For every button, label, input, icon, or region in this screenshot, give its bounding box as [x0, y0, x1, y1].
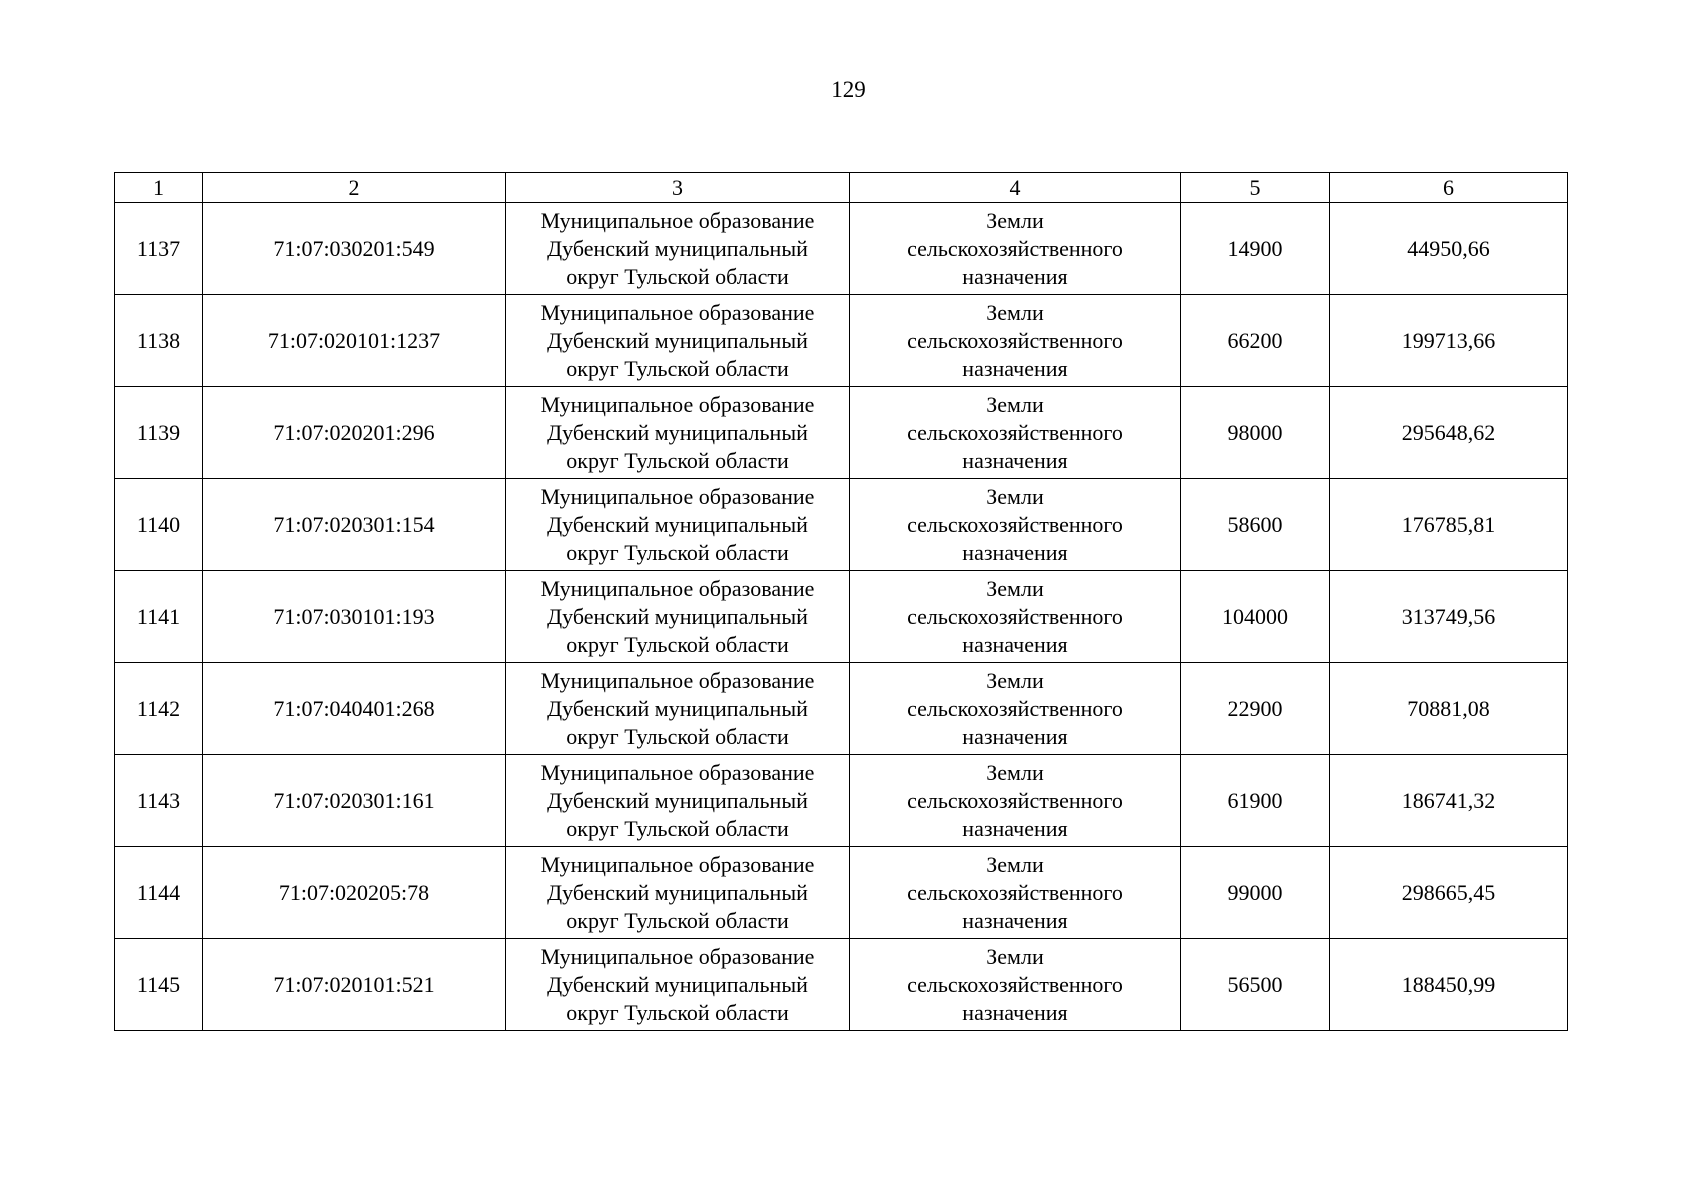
table-row — [115, 387, 1568, 479]
owner-line: Дубенский муниципальный — [547, 419, 808, 445]
owner-line: округ Тульской области — [566, 723, 789, 749]
table-row — [115, 939, 1568, 1031]
land-category-line: сельскохозяйственного — [907, 603, 1123, 629]
owner-line: округ Тульской области — [566, 447, 789, 473]
cadastral-number-cell: 71:07:030201:549 — [203, 203, 506, 295]
row-number-cell: 1137 — [115, 203, 203, 295]
row-number-cell: 1140 — [115, 479, 203, 571]
cadastral-value-cell: 44950,66 — [1330, 203, 1568, 295]
land-category-cell — [850, 755, 1181, 847]
table-row — [115, 663, 1568, 755]
owner-line: Дубенский муниципальный — [547, 787, 808, 813]
owner-line: Муниципальное образование — [540, 667, 815, 693]
column-header: 6 — [1330, 173, 1568, 203]
cadastral-number-cell: 71:07:030101:193 — [203, 571, 506, 663]
land-category-line: назначения — [962, 999, 1068, 1025]
owner-line: Дубенский муниципальный — [547, 879, 808, 905]
owner-cell — [506, 755, 850, 847]
land-category-line: назначения — [962, 539, 1068, 565]
land-category-line: Земли — [986, 667, 1044, 693]
owner-line: округ Тульской области — [566, 631, 789, 657]
land-category-line: Земли — [986, 299, 1044, 325]
owner-line: Муниципальное образование — [540, 851, 815, 877]
cadastral-value-cell: 298665,45 — [1330, 847, 1568, 939]
owner-cell — [506, 571, 850, 663]
land-category-cell — [850, 203, 1181, 295]
area-cell: 98000 — [1181, 387, 1330, 479]
area-cell: 104000 — [1181, 571, 1330, 663]
row-number-cell: 1144 — [115, 847, 203, 939]
owner-line: округ Тульской области — [566, 815, 789, 841]
cadastral-value-cell: 70881,08 — [1330, 663, 1568, 755]
table-row — [115, 479, 1568, 571]
table-row — [115, 203, 1568, 295]
land-category-line: сельскохозяйственного — [907, 971, 1123, 997]
column-header: 3 — [506, 173, 850, 203]
owner-line: округ Тульской области — [566, 263, 789, 289]
owner-line: Муниципальное образование — [540, 759, 815, 785]
owner-cell — [506, 295, 850, 387]
column-header: 1 — [115, 173, 203, 203]
owner-line: округ Тульской области — [566, 907, 789, 933]
owner-cell — [506, 663, 850, 755]
owner-line: Дубенский муниципальный — [547, 603, 808, 629]
land-category-line: сельскохозяйственного — [907, 879, 1123, 905]
owner-line: Муниципальное образование — [540, 943, 815, 969]
land-category-line: сельскохозяйственного — [907, 235, 1123, 261]
land-category-cell — [850, 479, 1181, 571]
owner-cell — [506, 479, 850, 571]
land-category-line: Земли — [986, 575, 1044, 601]
land-category-cell — [850, 571, 1181, 663]
land-category-cell — [850, 663, 1181, 755]
land-category-line: Земли — [986, 483, 1044, 509]
area-cell: 22900 — [1181, 663, 1330, 755]
area-cell: 58600 — [1181, 479, 1330, 571]
land-category-cell — [850, 847, 1181, 939]
land-category-line: Земли — [986, 391, 1044, 417]
row-number-cell: 1145 — [115, 939, 203, 1031]
land-category-line: Земли — [986, 851, 1044, 877]
column-header: 2 — [203, 173, 506, 203]
owner-line: округ Тульской области — [566, 539, 789, 565]
owner-cell — [506, 847, 850, 939]
owner-line: Муниципальное образование — [540, 207, 815, 233]
land-category-line: Земли — [986, 759, 1044, 785]
land-category-line: сельскохозяйственного — [907, 695, 1123, 721]
owner-line: Дубенский муниципальный — [547, 235, 808, 261]
land-category-line: сельскохозяйственного — [907, 419, 1123, 445]
land-category-line: сельскохозяйственного — [907, 511, 1123, 537]
owner-line: Дубенский муниципальный — [547, 511, 808, 537]
row-number-cell: 1138 — [115, 295, 203, 387]
land-category-line: назначения — [962, 263, 1068, 289]
cadastral-value-cell: 313749,56 — [1330, 571, 1568, 663]
owner-line: Муниципальное образование — [540, 391, 815, 417]
owner-cell — [506, 387, 850, 479]
cadastral-number-cell: 71:07:040401:268 — [203, 663, 506, 755]
area-cell: 66200 — [1181, 295, 1330, 387]
cadastral-number-cell: 71:07:020205:78 — [203, 847, 506, 939]
table-row — [115, 755, 1568, 847]
page-number: 129 — [831, 77, 866, 102]
table-body — [115, 203, 1568, 1031]
table-row — [115, 295, 1568, 387]
land-category-line: назначения — [962, 907, 1068, 933]
area-cell: 61900 — [1181, 755, 1330, 847]
land-category-line: Земли — [986, 207, 1044, 233]
column-header: 5 — [1181, 173, 1330, 203]
land-category-line: назначения — [962, 355, 1068, 381]
cadastral-number-cell: 71:07:020301:154 — [203, 479, 506, 571]
land-category-line: сельскохозяйственного — [907, 327, 1123, 353]
owner-cell — [506, 939, 850, 1031]
cadastral-value-cell: 188450,99 — [1330, 939, 1568, 1031]
land-category-line: назначения — [962, 815, 1068, 841]
cadastral-value-cell: 295648,62 — [1330, 387, 1568, 479]
row-number-cell: 1141 — [115, 571, 203, 663]
owner-line: Дубенский муниципальный — [547, 327, 808, 353]
column-number-row — [115, 173, 1568, 203]
column-header: 4 — [850, 173, 1181, 203]
area-cell: 99000 — [1181, 847, 1330, 939]
table-row — [115, 847, 1568, 939]
area-cell: 56500 — [1181, 939, 1330, 1031]
land-registry-table — [114, 172, 1568, 1031]
owner-line: округ Тульской области — [566, 999, 789, 1025]
land-category-line: Земли — [986, 943, 1044, 969]
row-number-cell: 1139 — [115, 387, 203, 479]
owner-line: Дубенский муниципальный — [547, 971, 808, 997]
cadastral-value-cell: 186741,32 — [1330, 755, 1568, 847]
land-category-cell — [850, 295, 1181, 387]
owner-line: Дубенский муниципальный — [547, 695, 808, 721]
cadastral-value-cell: 176785,81 — [1330, 479, 1568, 571]
cadastral-number-cell: 71:07:020301:161 — [203, 755, 506, 847]
cadastral-number-cell: 71:07:020201:296 — [203, 387, 506, 479]
area-cell: 14900 — [1181, 203, 1330, 295]
cadastral-number-cell: 71:07:020101:521 — [203, 939, 506, 1031]
table-row — [115, 571, 1568, 663]
owner-line: Муниципальное образование — [540, 483, 815, 509]
owner-line: округ Тульской области — [566, 355, 789, 381]
land-category-line: назначения — [962, 447, 1068, 473]
land-category-cell — [850, 939, 1181, 1031]
row-number-cell: 1142 — [115, 663, 203, 755]
cadastral-number-cell: 71:07:020101:1237 — [203, 295, 506, 387]
land-category-line: сельскохозяйственного — [907, 787, 1123, 813]
owner-line: Муниципальное образование — [540, 575, 815, 601]
owner-line: Муниципальное образование — [540, 299, 815, 325]
land-category-line: назначения — [962, 723, 1068, 749]
row-number-cell: 1143 — [115, 755, 203, 847]
land-category-line: назначения — [962, 631, 1068, 657]
owner-cell — [506, 203, 850, 295]
cadastral-value-cell: 199713,66 — [1330, 295, 1568, 387]
land-category-cell — [850, 387, 1181, 479]
